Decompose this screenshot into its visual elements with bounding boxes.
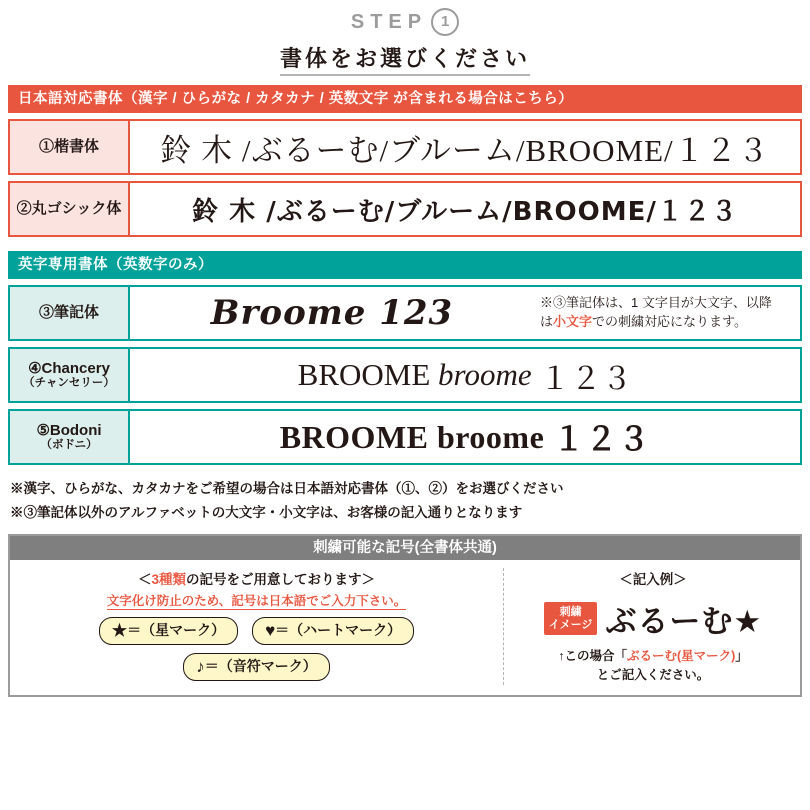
symbol-list-lead-post: の記号をご用意しております＞ bbox=[186, 572, 375, 588]
font-label-chancery-sub: （チャンセリー） bbox=[23, 377, 115, 390]
page-title-text: 書体をお選びください bbox=[280, 46, 530, 76]
heart-icon: ♥ bbox=[265, 621, 276, 641]
example-sample-line bbox=[512, 596, 794, 641]
english-font-rows bbox=[8, 285, 802, 465]
font-note-script bbox=[534, 287, 800, 339]
embroidery-image-tag-line1: 刺繍 bbox=[559, 606, 582, 619]
symbol-panel bbox=[8, 534, 802, 697]
example-sample-text: ぶるーむ★ bbox=[605, 604, 763, 641]
symbol-chip-row-2 bbox=[16, 653, 497, 681]
symbol-panel-body bbox=[10, 560, 800, 695]
embroidery-image-tag bbox=[544, 602, 598, 635]
symbol-chip-note bbox=[183, 653, 330, 681]
font-sample-maru-gothic: 鈴 木 /ぶるーむ/ブルーム/BROOME/１２３ bbox=[192, 196, 738, 227]
step-number-badge: 1 bbox=[431, 8, 459, 36]
footnote-2: ※③筆記体以外のアルファベットの大文字・小文字は、お客様の記入通りとなります bbox=[10, 504, 523, 520]
font-note-script-line1: ※③筆記体は、1 文字目が大文字、以降 bbox=[540, 295, 772, 311]
footnote-1: ※漢字、ひらがな、カタカナをご希望の場合は日本語対応書体（①、②）をお選びください bbox=[10, 481, 564, 496]
symbol-chip-note-label: ＝（音符マーク） bbox=[204, 658, 317, 675]
footnotes bbox=[10, 477, 800, 524]
example-lead: ＜記入例＞ bbox=[619, 572, 687, 588]
font-note-script-line2-pre: は bbox=[540, 314, 554, 329]
page-title bbox=[0, 42, 810, 73]
symbol-panel-title: 刺繍可能な記号(全書体共通) bbox=[10, 536, 800, 560]
font-sample-chancery-upper: BROOME bbox=[297, 357, 431, 392]
star-icon: ★ bbox=[111, 621, 128, 641]
font-row-bodoni[interactable] bbox=[8, 409, 802, 465]
japanese-font-rows bbox=[8, 119, 802, 237]
embroidery-image-tag-line2: イメージ bbox=[548, 618, 593, 631]
symbol-chip-star-label: ＝（星マーク） bbox=[127, 622, 226, 639]
font-sample-bodoni bbox=[130, 411, 800, 463]
font-label-script: ③筆記体 bbox=[10, 287, 130, 339]
symbol-chip-row-1 bbox=[16, 617, 497, 645]
font-sample-bodoni-lower: broome bbox=[436, 418, 545, 455]
symbol-warning: 文字化け防止のため、記号は日本語でご入力下さい。 bbox=[107, 591, 407, 610]
font-row-maru-gothic[interactable] bbox=[8, 181, 802, 237]
symbol-list-section bbox=[16, 568, 504, 685]
font-label-chancery-main: ④Chancery bbox=[28, 359, 110, 377]
symbol-count: 3種類 bbox=[151, 572, 186, 588]
font-sample-kaisho: 鈴 木 /ぶるーむ/ブルーム/BROOME/１２３ bbox=[160, 132, 770, 168]
font-sample-chancery-number: １２３ bbox=[539, 360, 633, 396]
symbol-chip-heart bbox=[252, 617, 414, 645]
font-row-chancery[interactable] bbox=[8, 347, 802, 403]
example-caption-mid: 」 bbox=[735, 649, 748, 664]
example-caption bbox=[512, 647, 794, 685]
example-caption-post: とご記入ください。 bbox=[596, 668, 710, 682]
font-label-bodoni-sub: （ボドニ） bbox=[40, 439, 98, 452]
font-label-bodoni-main: ⑤Bodoni bbox=[36, 421, 102, 439]
symbol-list-lead-pre: ＜ bbox=[137, 572, 152, 588]
example-caption-pre: ↑この場合「 bbox=[558, 649, 627, 664]
symbol-list-lead bbox=[16, 568, 497, 588]
symbol-chip-heart-label: ＝（ハートマーク） bbox=[275, 622, 402, 639]
font-label-maru-gothic: ②丸ゴシック体 bbox=[10, 183, 130, 235]
music-note-icon: ♪ bbox=[196, 657, 205, 677]
font-note-script-emphasis: 小文字 bbox=[553, 314, 593, 329]
section-bar-japanese: 日本語対応書体（漢字 / ひらがな / カタカナ / 英数文字 が含まれる場合はこちら） bbox=[8, 85, 802, 113]
font-label-chancery bbox=[10, 349, 130, 401]
font-sample-chancery bbox=[130, 349, 800, 401]
font-label-bodoni bbox=[10, 411, 130, 463]
font-row-kaisho[interactable] bbox=[8, 119, 802, 175]
font-row-script[interactable] bbox=[8, 285, 802, 341]
step-word: STEP bbox=[350, 10, 428, 33]
font-sample-script: Broome 123 bbox=[210, 293, 454, 333]
font-label-kaisho: ①楷書体 bbox=[10, 121, 130, 173]
symbol-example-section bbox=[504, 568, 794, 685]
example-caption-emphasis: ぶるーむ(星マーク) bbox=[626, 649, 736, 664]
font-note-script-line2-post: での刺繍対応になります。 bbox=[592, 314, 747, 329]
font-sample-bodoni-upper: BROOME bbox=[279, 418, 429, 455]
font-sample-chancery-lower: broome bbox=[438, 357, 532, 392]
step-header bbox=[0, 0, 810, 73]
symbol-chip-star bbox=[99, 617, 238, 645]
font-sample-bodoni-number: １２３ bbox=[552, 421, 651, 457]
section-bar-english: 英字専用書体（英数字のみ） bbox=[8, 251, 802, 279]
